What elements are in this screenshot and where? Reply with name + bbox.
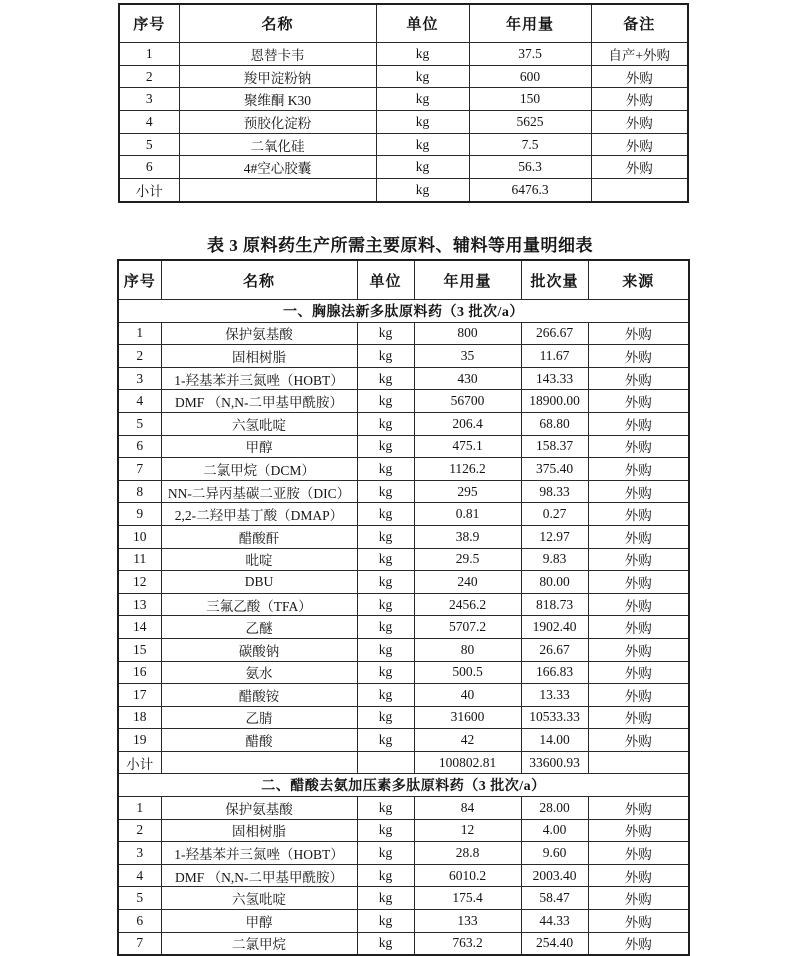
table-row bbox=[118, 751, 689, 774]
table-row bbox=[118, 729, 689, 752]
source-cell: 外购 bbox=[588, 706, 689, 729]
table-row bbox=[119, 133, 688, 156]
name-cell: DBU bbox=[161, 571, 357, 594]
unit-cell: kg bbox=[357, 910, 414, 933]
name-cell: 六氢吡啶 bbox=[161, 412, 357, 435]
name-cell: 醋酸铵 bbox=[161, 684, 357, 707]
source-cell: 外购 bbox=[588, 932, 689, 955]
table-row bbox=[118, 864, 689, 887]
raw-materials-detail-table bbox=[117, 259, 690, 956]
name-cell: 1-羟基苯并三氮唑（HOBT） bbox=[161, 367, 357, 390]
annual-usage-cell: 35 bbox=[414, 345, 521, 368]
source-cell: 外购 bbox=[588, 887, 689, 910]
annual-usage-cell: 84 bbox=[414, 797, 521, 820]
table-row bbox=[118, 819, 689, 842]
table-row bbox=[118, 345, 689, 368]
source-cell: 外购 bbox=[588, 548, 689, 571]
unit-cell: kg bbox=[357, 819, 414, 842]
name-cell: 乙腈 bbox=[161, 706, 357, 729]
remark-cell: 外购 bbox=[591, 88, 688, 111]
header-remark: 备注 bbox=[591, 4, 688, 43]
table-row bbox=[119, 43, 688, 66]
batch-qty-cell: 166.83 bbox=[521, 661, 588, 684]
annual-usage-cell: 7.5 bbox=[469, 133, 591, 156]
table-row bbox=[118, 322, 689, 345]
batch-qty-cell: 818.73 bbox=[521, 593, 588, 616]
unit-cell: kg bbox=[357, 480, 414, 503]
unit-cell: kg bbox=[376, 133, 469, 156]
section-label: 二、醋酸去氨加压素多肽原料药（3 批次/a） bbox=[118, 774, 689, 797]
annual-usage-cell: 56700 bbox=[414, 390, 521, 413]
source-cell: 外购 bbox=[588, 661, 689, 684]
table-row bbox=[118, 525, 689, 548]
unit-cell: kg bbox=[357, 322, 414, 345]
name-cell: 1-羟基苯并三氮唑（HOBT） bbox=[161, 842, 357, 865]
table-row bbox=[118, 616, 689, 639]
table-header-row bbox=[119, 4, 688, 43]
table-row bbox=[119, 111, 688, 134]
annual-usage-cell: 133 bbox=[414, 910, 521, 933]
table-header-row bbox=[118, 260, 689, 300]
name-cell: 固相树脂 bbox=[161, 345, 357, 368]
table-row bbox=[118, 412, 689, 435]
seq-cell: 17 bbox=[118, 684, 161, 707]
seq-cell: 2 bbox=[119, 65, 179, 88]
seq-cell: 6 bbox=[118, 435, 161, 458]
table-row bbox=[118, 638, 689, 661]
remark-cell: 外购 bbox=[591, 65, 688, 88]
annual-usage-cell: 2456.2 bbox=[414, 593, 521, 616]
seq-cell: 7 bbox=[118, 458, 161, 481]
batch-qty-cell: 1902.40 bbox=[521, 616, 588, 639]
source-cell: 外购 bbox=[588, 864, 689, 887]
name-cell: 醋酸 bbox=[161, 729, 357, 752]
source-cell: 外购 bbox=[588, 322, 689, 345]
section-header-row bbox=[118, 774, 689, 797]
unit-cell: kg bbox=[357, 729, 414, 752]
seq-cell: 3 bbox=[119, 88, 179, 111]
unit-cell: kg bbox=[357, 797, 414, 820]
source-cell: 外购 bbox=[588, 367, 689, 390]
annual-usage-cell: 80 bbox=[414, 638, 521, 661]
unit-cell: kg bbox=[357, 435, 414, 458]
unit-cell: kg bbox=[357, 458, 414, 481]
unit-cell: kg bbox=[376, 43, 469, 66]
batch-qty-cell: 2003.40 bbox=[521, 864, 588, 887]
seq-cell: 18 bbox=[118, 706, 161, 729]
seq-cell: 11 bbox=[118, 548, 161, 571]
batch-qty-cell: 10533.33 bbox=[521, 706, 588, 729]
table-row bbox=[118, 503, 689, 526]
annual-usage-cell: 6476.3 bbox=[469, 179, 591, 202]
seq-cell: 12 bbox=[118, 571, 161, 594]
batch-qty-cell: 143.33 bbox=[521, 367, 588, 390]
table-row bbox=[119, 156, 688, 179]
table-row bbox=[119, 179, 688, 202]
source-cell: 外购 bbox=[588, 684, 689, 707]
table-row bbox=[118, 435, 689, 458]
header-annual-usage: 年用量 bbox=[414, 260, 521, 300]
seq-cell: 19 bbox=[118, 729, 161, 752]
seq-cell: 3 bbox=[118, 367, 161, 390]
name-cell: 甲醇 bbox=[161, 435, 357, 458]
header-unit: 单位 bbox=[376, 4, 469, 43]
annual-usage-cell: 175.4 bbox=[414, 887, 521, 910]
seq-cell: 13 bbox=[118, 593, 161, 616]
unit-cell: kg bbox=[357, 887, 414, 910]
table-row bbox=[118, 480, 689, 503]
annual-usage-cell: 0.81 bbox=[414, 503, 521, 526]
annual-usage-cell: 40 bbox=[414, 684, 521, 707]
unit-cell: kg bbox=[357, 390, 414, 413]
seq-cell: 小计 bbox=[118, 751, 161, 774]
annual-usage-cell: 31600 bbox=[414, 706, 521, 729]
name-cell bbox=[161, 751, 357, 774]
name-cell: 羧甲淀粉钠 bbox=[179, 65, 376, 88]
seq-cell: 15 bbox=[118, 638, 161, 661]
seq-cell: 10 bbox=[118, 525, 161, 548]
table-row bbox=[118, 706, 689, 729]
table-row bbox=[118, 887, 689, 910]
batch-qty-cell: 11.67 bbox=[521, 345, 588, 368]
unit-cell: kg bbox=[376, 156, 469, 179]
seq-cell: 4 bbox=[118, 390, 161, 413]
unit-cell: kg bbox=[357, 503, 414, 526]
batch-qty-cell: 4.00 bbox=[521, 819, 588, 842]
seq-cell: 2 bbox=[118, 345, 161, 368]
header-source: 来源 bbox=[588, 260, 689, 300]
unit-cell: kg bbox=[357, 842, 414, 865]
batch-qty-cell: 14.00 bbox=[521, 729, 588, 752]
annual-usage-cell: 56.3 bbox=[469, 156, 591, 179]
batch-qty-cell: 0.27 bbox=[521, 503, 588, 526]
source-cell: 外购 bbox=[588, 412, 689, 435]
excipients-usage-table bbox=[118, 3, 689, 203]
source-cell: 外购 bbox=[588, 525, 689, 548]
unit-cell: kg bbox=[376, 111, 469, 134]
annual-usage-cell: 763.2 bbox=[414, 932, 521, 955]
name-cell: 二氯甲烷 bbox=[161, 932, 357, 955]
name-cell: 预胶化淀粉 bbox=[179, 111, 376, 134]
unit-cell: kg bbox=[357, 548, 414, 571]
table-row bbox=[118, 458, 689, 481]
seq-cell: 5 bbox=[118, 412, 161, 435]
name-cell: 固相树脂 bbox=[161, 819, 357, 842]
batch-qty-cell: 9.83 bbox=[521, 548, 588, 571]
batch-qty-cell: 12.97 bbox=[521, 525, 588, 548]
annual-usage-cell: 37.5 bbox=[469, 43, 591, 66]
annual-usage-cell: 38.9 bbox=[414, 525, 521, 548]
name-cell: 氨水 bbox=[161, 661, 357, 684]
name-cell: 保护氨基酸 bbox=[161, 797, 357, 820]
name-cell: 聚维酮 K30 bbox=[179, 88, 376, 111]
name-cell: 六氢吡啶 bbox=[161, 887, 357, 910]
unit-cell: kg bbox=[357, 638, 414, 661]
annual-usage-cell: 42 bbox=[414, 729, 521, 752]
source-cell: 外购 bbox=[588, 616, 689, 639]
unit-cell: kg bbox=[376, 179, 469, 202]
annual-usage-cell: 206.4 bbox=[414, 412, 521, 435]
seq-cell: 3 bbox=[118, 842, 161, 865]
source-cell: 外购 bbox=[588, 910, 689, 933]
unit-cell: kg bbox=[357, 684, 414, 707]
batch-qty-cell: 33600.93 bbox=[521, 751, 588, 774]
name-cell: 乙醚 bbox=[161, 616, 357, 639]
table-row bbox=[118, 367, 689, 390]
batch-qty-cell: 26.67 bbox=[521, 638, 588, 661]
header-batch-qty: 批次量 bbox=[521, 260, 588, 300]
name-cell: 二氯甲烷（DCM） bbox=[161, 458, 357, 481]
name-cell: DMF （N,N-二甲基甲酰胺） bbox=[161, 390, 357, 413]
annual-usage-cell: 600 bbox=[469, 65, 591, 88]
unit-cell: kg bbox=[357, 616, 414, 639]
source-cell: 外购 bbox=[588, 819, 689, 842]
annual-usage-cell: 29.5 bbox=[414, 548, 521, 571]
seq-cell: 9 bbox=[118, 503, 161, 526]
table-row bbox=[119, 88, 688, 111]
unit-cell bbox=[357, 751, 414, 774]
seq-cell: 小计 bbox=[119, 179, 179, 202]
unit-cell: kg bbox=[357, 525, 414, 548]
remark-cell: 外购 bbox=[591, 156, 688, 179]
seq-cell: 5 bbox=[118, 887, 161, 910]
source-cell bbox=[588, 751, 689, 774]
annual-usage-cell: 240 bbox=[414, 571, 521, 594]
source-cell: 外购 bbox=[588, 480, 689, 503]
header-unit: 单位 bbox=[357, 260, 414, 300]
batch-qty-cell: 9.60 bbox=[521, 842, 588, 865]
seq-cell: 1 bbox=[118, 797, 161, 820]
source-cell: 外购 bbox=[588, 638, 689, 661]
unit-cell: kg bbox=[357, 593, 414, 616]
unit-cell: kg bbox=[357, 345, 414, 368]
table-row bbox=[119, 65, 688, 88]
table-row bbox=[118, 684, 689, 707]
name-cell: 三氟乙酸（TFA） bbox=[161, 593, 357, 616]
seq-cell: 16 bbox=[118, 661, 161, 684]
seq-cell: 5 bbox=[119, 133, 179, 156]
seq-cell: 6 bbox=[119, 156, 179, 179]
name-cell: 恩替卡韦 bbox=[179, 43, 376, 66]
annual-usage-cell: 5707.2 bbox=[414, 616, 521, 639]
annual-usage-cell: 28.8 bbox=[414, 842, 521, 865]
remark-cell: 外购 bbox=[591, 111, 688, 134]
seq-cell: 4 bbox=[118, 864, 161, 887]
batch-qty-cell: 58.47 bbox=[521, 887, 588, 910]
source-cell: 外购 bbox=[588, 797, 689, 820]
annual-usage-cell: 5625 bbox=[469, 111, 591, 134]
name-cell: 2,2-二羟甲基丁酸（DMAP） bbox=[161, 503, 357, 526]
batch-qty-cell: 13.33 bbox=[521, 684, 588, 707]
annual-usage-cell: 6010.2 bbox=[414, 864, 521, 887]
raw-materials-table-body bbox=[118, 300, 689, 956]
table-row bbox=[118, 932, 689, 955]
unit-cell: kg bbox=[357, 932, 414, 955]
seq-cell: 1 bbox=[119, 43, 179, 66]
unit-cell: kg bbox=[376, 88, 469, 111]
unit-cell: kg bbox=[357, 367, 414, 390]
annual-usage-cell: 800 bbox=[414, 322, 521, 345]
annual-usage-cell: 500.5 bbox=[414, 661, 521, 684]
source-cell: 外购 bbox=[588, 503, 689, 526]
annual-usage-cell: 295 bbox=[414, 480, 521, 503]
name-cell: 碳酸钠 bbox=[161, 638, 357, 661]
batch-qty-cell: 98.33 bbox=[521, 480, 588, 503]
table-row bbox=[118, 593, 689, 616]
batch-qty-cell: 44.33 bbox=[521, 910, 588, 933]
table-row bbox=[118, 661, 689, 684]
section-label: 一、胸腺法新多肽原料药（3 批次/a） bbox=[118, 300, 689, 323]
name-cell: 甲醇 bbox=[161, 910, 357, 933]
table-row bbox=[118, 548, 689, 571]
annual-usage-cell: 430 bbox=[414, 367, 521, 390]
unit-cell: kg bbox=[376, 65, 469, 88]
batch-qty-cell: 266.67 bbox=[521, 322, 588, 345]
annual-usage-cell: 100802.81 bbox=[414, 751, 521, 774]
header-name: 名称 bbox=[179, 4, 376, 43]
remark-cell: 自产+外购 bbox=[591, 43, 688, 66]
seq-cell: 4 bbox=[119, 111, 179, 134]
unit-cell: kg bbox=[357, 571, 414, 594]
batch-qty-cell: 28.00 bbox=[521, 797, 588, 820]
unit-cell: kg bbox=[357, 412, 414, 435]
table-row bbox=[118, 390, 689, 413]
source-cell: 外购 bbox=[588, 435, 689, 458]
name-cell: 二氧化硅 bbox=[179, 133, 376, 156]
header-name: 名称 bbox=[161, 260, 357, 300]
annual-usage-cell: 150 bbox=[469, 88, 591, 111]
source-cell: 外购 bbox=[588, 593, 689, 616]
batch-qty-cell: 80.00 bbox=[521, 571, 588, 594]
batch-qty-cell: 68.80 bbox=[521, 412, 588, 435]
table-row bbox=[118, 571, 689, 594]
section-header-row bbox=[118, 300, 689, 323]
annual-usage-cell: 12 bbox=[414, 819, 521, 842]
name-cell: NN-二异丙基碳二亚胺（DIC） bbox=[161, 480, 357, 503]
seq-cell: 2 bbox=[118, 819, 161, 842]
batch-qty-cell: 375.40 bbox=[521, 458, 588, 481]
name-cell: 4#空心胶囊 bbox=[179, 156, 376, 179]
seq-cell: 8 bbox=[118, 480, 161, 503]
batch-qty-cell: 158.37 bbox=[521, 435, 588, 458]
name-cell: 醋酸酐 bbox=[161, 525, 357, 548]
header-seq: 序号 bbox=[119, 4, 179, 43]
header-seq: 序号 bbox=[118, 260, 161, 300]
name-cell: 保护氨基酸 bbox=[161, 322, 357, 345]
header-annual-usage: 年用量 bbox=[469, 4, 591, 43]
remark-cell: 外购 bbox=[591, 133, 688, 156]
name-cell bbox=[179, 179, 376, 202]
source-cell: 外购 bbox=[588, 842, 689, 865]
annual-usage-cell: 1126.2 bbox=[414, 458, 521, 481]
source-cell: 外购 bbox=[588, 458, 689, 481]
source-cell: 外购 bbox=[588, 729, 689, 752]
table-row bbox=[118, 842, 689, 865]
batch-qty-cell: 254.40 bbox=[521, 932, 588, 955]
unit-cell: kg bbox=[357, 661, 414, 684]
unit-cell: kg bbox=[357, 864, 414, 887]
table-row bbox=[118, 910, 689, 933]
annual-usage-cell: 475.1 bbox=[414, 435, 521, 458]
seq-cell: 14 bbox=[118, 616, 161, 639]
source-cell: 外购 bbox=[588, 571, 689, 594]
seq-cell: 7 bbox=[118, 932, 161, 955]
remark-cell bbox=[591, 179, 688, 202]
name-cell: 吡啶 bbox=[161, 548, 357, 571]
source-cell: 外购 bbox=[588, 345, 689, 368]
table-row bbox=[118, 797, 689, 820]
excipients-table-body bbox=[119, 43, 688, 202]
batch-qty-cell: 18900.00 bbox=[521, 390, 588, 413]
seq-cell: 6 bbox=[118, 910, 161, 933]
seq-cell: 1 bbox=[118, 322, 161, 345]
unit-cell: kg bbox=[357, 706, 414, 729]
source-cell: 外购 bbox=[588, 390, 689, 413]
table3-title: 表 3 原料药生产所需主要原料、辅料等用量明细表 bbox=[207, 236, 593, 255]
name-cell: DMF （N,N-二甲基甲酰胺） bbox=[161, 864, 357, 887]
